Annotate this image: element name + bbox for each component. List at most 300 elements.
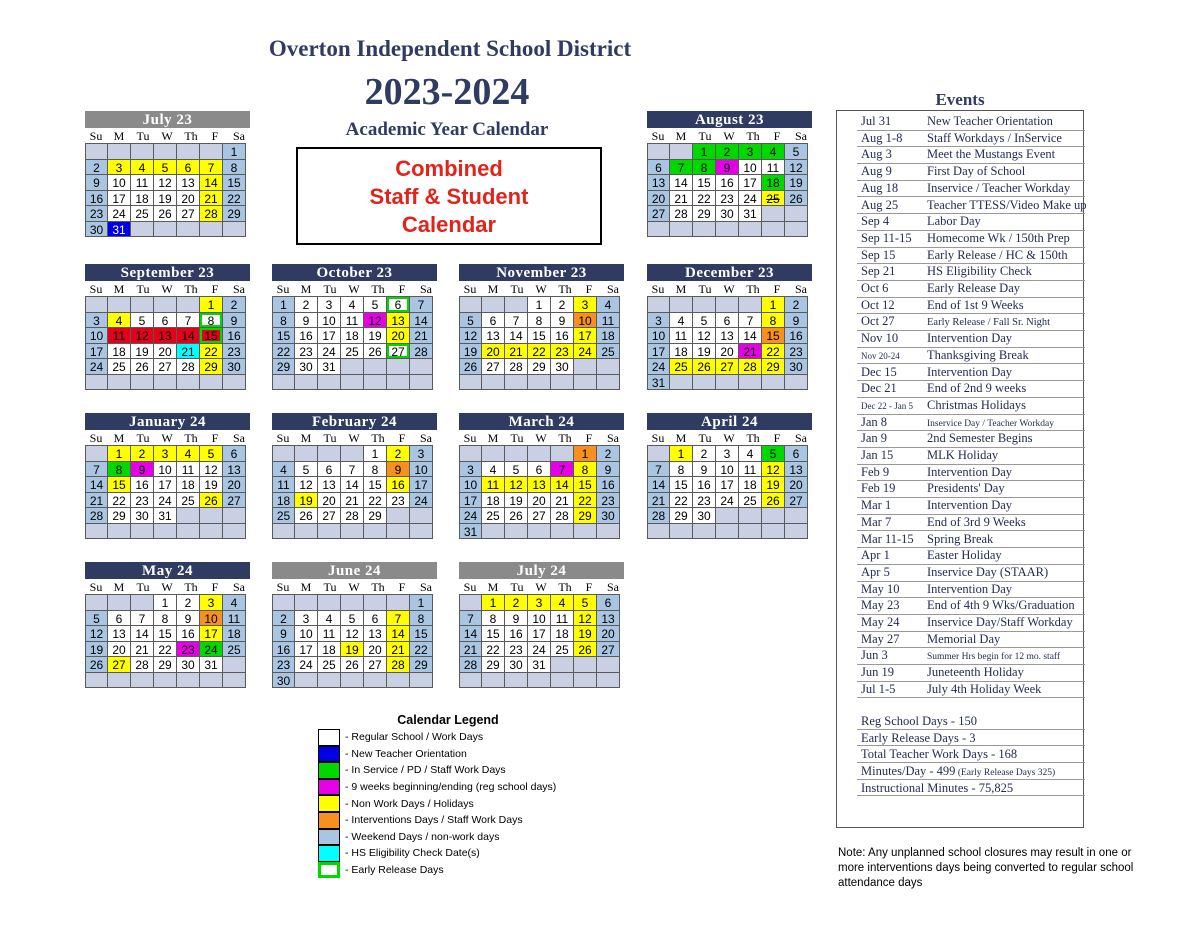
- day-cell: 23: [222, 343, 246, 360]
- day-cell: 11: [176, 461, 200, 478]
- day-cell: 5: [294, 461, 318, 478]
- empty-day-cell: [527, 374, 551, 391]
- empty-day-cell: [527, 523, 551, 540]
- event-date: Oct 27: [861, 314, 895, 329]
- day-cell: 13: [153, 327, 177, 344]
- empty-day-cell: [738, 507, 762, 524]
- weekday-label: F: [773, 431, 781, 445]
- event-date: Jul 31: [861, 114, 892, 128]
- day-cell: 28: [340, 507, 364, 524]
- day-cell: 22: [272, 343, 295, 360]
- weekday-label: Sa: [233, 129, 245, 143]
- empty-day-cell: [481, 523, 505, 540]
- day-cell: 12: [504, 476, 528, 493]
- empty-day-cell: [596, 374, 620, 391]
- event-text: Intervention Day: [927, 581, 1013, 596]
- day-cell: 24: [715, 492, 739, 509]
- day-cell: 27: [107, 656, 131, 673]
- weekday-label: M: [113, 282, 125, 296]
- day-cell: 20: [596, 625, 620, 642]
- day-cell: 2: [222, 296, 246, 313]
- day-cell: 13: [527, 476, 551, 493]
- event-text: End of 2nd 9 weeks: [927, 381, 1027, 396]
- day-cell: 24: [647, 358, 670, 375]
- weekday-label: M: [300, 431, 312, 445]
- day-cell: 9: [294, 312, 318, 329]
- weekday-label: Tu: [510, 431, 524, 445]
- empty-day-cell: [692, 221, 716, 238]
- combined-line: Calendar: [401, 212, 497, 237]
- day-cell: 3: [317, 296, 341, 313]
- day-cell: 4: [669, 312, 693, 329]
- day-cell: 12: [85, 625, 108, 642]
- weekday-label: Tu: [698, 129, 712, 143]
- month-january-24: [85, 413, 250, 539]
- weekday-label: Th: [184, 282, 198, 296]
- empty-day-cell: [550, 445, 574, 462]
- day-cell: 18: [669, 343, 693, 360]
- week-row: [85, 673, 250, 689]
- day-cell: 10: [107, 174, 131, 191]
- weekday-label: Su: [651, 431, 665, 445]
- weekday-header-row: [272, 281, 437, 297]
- day-cell: 23: [550, 343, 574, 360]
- day-cell: 26: [504, 507, 528, 524]
- day-cell: 25: [669, 358, 693, 375]
- day-cell: 20: [363, 641, 387, 658]
- event-row: [857, 197, 1085, 215]
- day-cell: 24: [738, 190, 762, 207]
- day-cell: 31: [738, 205, 762, 222]
- day-cell: 2: [130, 445, 154, 462]
- empty-day-cell: [294, 672, 318, 689]
- day-cell: 25: [596, 343, 620, 360]
- day-cell: 19: [363, 327, 387, 344]
- empty-day-cell: [107, 296, 131, 313]
- week-row: [272, 626, 437, 642]
- empty-day-cell: [130, 296, 154, 313]
- legend-label: - 9 weeks beginning/ending (reg school days): [345, 781, 557, 794]
- legend-swatch: [318, 746, 340, 763]
- day-cell: 19: [761, 476, 785, 493]
- day-cell: 5: [761, 445, 785, 462]
- weekday-label: W: [161, 580, 173, 594]
- day-cell: 1: [527, 296, 551, 313]
- day-cell: 21: [85, 492, 108, 509]
- empty-day-cell: [669, 374, 693, 391]
- empty-day-cell: [294, 523, 318, 540]
- empty-day-cell: [647, 523, 670, 540]
- month-title: March 24: [459, 413, 624, 430]
- empty-day-cell: [107, 594, 131, 611]
- empty-day-cell: [761, 507, 785, 524]
- day-cell: 6: [363, 610, 387, 627]
- event-date: Sep 11-15: [861, 230, 912, 245]
- event-row: [857, 531, 1085, 549]
- week-row: [647, 313, 812, 329]
- day-cell: 10: [199, 610, 223, 627]
- week-row: [272, 524, 437, 540]
- legend-label: - Interventions Days / Staff Work Days: [345, 814, 523, 827]
- week-row: [647, 222, 812, 238]
- day-cell: 1: [107, 445, 131, 462]
- day-cell: 13: [176, 174, 200, 191]
- day-cell: 12: [294, 476, 318, 493]
- event-text: 2nd Semester Begins: [927, 431, 1033, 446]
- weekday-label: Th: [746, 431, 760, 445]
- event-row: [857, 146, 1085, 164]
- empty-day-cell: [596, 656, 620, 673]
- event-text: Labor Day: [927, 214, 981, 229]
- day-cell: 21: [386, 641, 410, 658]
- day-cell: 10: [527, 610, 551, 627]
- weekday-label: Tu: [136, 431, 150, 445]
- empty-day-cell: [761, 221, 785, 238]
- empty-day-cell: [272, 374, 295, 391]
- day-cell: 19: [573, 625, 597, 642]
- day-cell: 25: [222, 641, 246, 658]
- weekday-label: Su: [89, 129, 103, 143]
- weekday-label: F: [398, 580, 406, 594]
- event-row: [857, 364, 1085, 382]
- month-title: August 23: [647, 111, 812, 128]
- day-cell: 1: [222, 143, 246, 160]
- events-title: Events: [935, 90, 985, 109]
- day-cell: 6: [784, 445, 808, 462]
- day-cell: 7: [738, 312, 762, 329]
- day-cell: 23: [294, 343, 318, 360]
- day-cell: 25: [340, 343, 364, 360]
- empty-day-cell: [527, 445, 551, 462]
- event-text: Teacher TTESS/Video Make up: [927, 197, 1087, 212]
- day-cell: 24: [527, 641, 551, 658]
- empty-day-cell: [222, 523, 246, 540]
- week-row: [85, 344, 250, 360]
- day-cell: 16: [550, 327, 574, 344]
- day-cell: 16: [222, 327, 246, 344]
- event-row: [857, 163, 1085, 181]
- event-text: Intervention Day: [927, 464, 1013, 479]
- empty-day-cell: [176, 143, 200, 160]
- day-cell: 21: [669, 190, 693, 207]
- day-cell: 8: [363, 461, 387, 478]
- event-date: May 10: [861, 581, 900, 596]
- day-cell: 20: [107, 641, 131, 658]
- day-cell: 3: [153, 445, 177, 462]
- empty-day-cell: [130, 143, 154, 160]
- empty-day-cell: [647, 221, 670, 238]
- weekday-label: Th: [184, 580, 198, 594]
- empty-day-cell: [340, 374, 364, 391]
- day-cell: 7: [409, 296, 433, 313]
- day-cell: 25: [107, 358, 131, 375]
- stat-row: [857, 763, 1085, 780]
- empty-day-cell: [504, 296, 528, 313]
- empty-day-cell: [222, 374, 246, 391]
- empty-day-cell: [153, 672, 177, 689]
- empty-day-cell: [222, 221, 246, 238]
- day-cell: 28: [409, 343, 433, 360]
- day-cell: 17: [459, 492, 482, 509]
- week-row: [272, 595, 437, 611]
- empty-day-cell: [409, 523, 433, 540]
- day-cell: 15: [481, 625, 505, 642]
- day-cell: 1: [409, 594, 433, 611]
- weekday-label: Th: [558, 282, 572, 296]
- day-cell: 10: [715, 461, 739, 478]
- event-row: [857, 497, 1085, 515]
- empty-day-cell: [317, 374, 341, 391]
- day-cell: 9: [715, 159, 739, 176]
- month-title: January 24: [85, 413, 250, 430]
- empty-day-cell: [459, 594, 482, 611]
- day-cell: 21: [340, 492, 364, 509]
- weekday-label: F: [585, 431, 593, 445]
- weekday-label: Su: [276, 580, 290, 594]
- weekday-label: M: [113, 431, 125, 445]
- day-cell: 5: [153, 159, 177, 176]
- empty-day-cell: [761, 205, 785, 222]
- week-row: [647, 462, 812, 478]
- event-date: Jan 15: [861, 448, 894, 462]
- day-cell: 18: [130, 190, 154, 207]
- event-text: Christmas Holidays: [927, 397, 1026, 412]
- weekday-label: Tu: [698, 282, 712, 296]
- day-cell: 8: [199, 312, 223, 329]
- event-text: Early Release / HC & 150th: [927, 247, 1068, 262]
- day-cell: 20: [784, 476, 808, 493]
- day-cell: 7: [504, 312, 528, 329]
- day-cell: 16: [272, 641, 295, 658]
- empty-day-cell: [692, 374, 716, 391]
- day-cell: 26: [130, 358, 154, 375]
- day-cell: 2: [692, 445, 716, 462]
- legend-swatch: [318, 729, 340, 746]
- weekday-label: M: [675, 431, 687, 445]
- event-row: [857, 347, 1085, 365]
- day-cell: 9: [222, 312, 246, 329]
- weekday-label: Sa: [607, 431, 619, 445]
- day-cell: 2: [715, 143, 739, 160]
- weekday-label: M: [300, 580, 312, 594]
- day-cell: 5: [363, 296, 387, 313]
- day-cell: 14: [199, 174, 223, 191]
- month-june-24: [272, 562, 437, 688]
- day-cell: 14: [738, 327, 762, 344]
- week-row: [85, 359, 250, 375]
- day-cell: 12: [199, 461, 223, 478]
- day-cell: 11: [222, 610, 246, 627]
- day-cell: 23: [596, 492, 620, 509]
- month-title: December 23: [647, 264, 812, 281]
- week-row: [459, 595, 624, 611]
- empty-day-cell: [573, 523, 597, 540]
- weekday-label: W: [723, 129, 735, 143]
- empty-day-cell: [596, 672, 620, 689]
- empty-day-cell: [317, 672, 341, 689]
- day-cell: 27: [222, 492, 246, 509]
- day-cell: 5: [504, 461, 528, 478]
- day-cell: 18: [550, 625, 574, 642]
- day-cell: 7: [85, 461, 108, 478]
- day-cell: 2: [784, 296, 808, 313]
- empty-day-cell: [363, 672, 387, 689]
- day-cell: 12: [363, 312, 387, 329]
- weekday-label: Tu: [510, 580, 524, 594]
- week-row: [459, 344, 624, 360]
- empty-day-cell: [363, 374, 387, 391]
- day-cell: 11: [669, 327, 693, 344]
- day-cell: 13: [363, 625, 387, 642]
- day-cell: 29: [153, 656, 177, 673]
- day-cell: 2: [386, 445, 410, 462]
- event-row: [857, 380, 1085, 398]
- weekday-header-row: [459, 579, 624, 595]
- day-cell: 30: [130, 507, 154, 524]
- empty-day-cell: [409, 507, 433, 524]
- stat-text: Total Teacher Work Days - 168: [861, 747, 1018, 762]
- day-cell: 10: [738, 159, 762, 176]
- weekday-label: Sa: [233, 431, 245, 445]
- weekday-label: W: [723, 282, 735, 296]
- week-row: [647, 297, 812, 313]
- day-cell: 9: [176, 610, 200, 627]
- calendar-subtitle: Academic Year Calendar: [345, 119, 549, 140]
- weekday-label: Sa: [420, 431, 432, 445]
- day-cell: 25: [481, 507, 505, 524]
- day-cell: 10: [294, 625, 318, 642]
- day-cell: 19: [153, 190, 177, 207]
- week-row: [459, 493, 624, 509]
- event-date: Aug 25: [861, 197, 899, 212]
- weekday-header-row: [647, 281, 812, 297]
- day-cell: 30: [272, 672, 295, 689]
- day-cell: 28: [550, 507, 574, 524]
- empty-day-cell: [153, 143, 177, 160]
- week-row: [647, 477, 812, 493]
- day-cell: 22: [409, 641, 433, 658]
- day-cell: 31: [153, 507, 177, 524]
- day-cell: 9: [272, 625, 295, 642]
- day-cell: 21: [504, 343, 528, 360]
- week-row: [85, 657, 250, 673]
- weekday-header-row: [85, 579, 250, 595]
- day-cell: 14: [386, 625, 410, 642]
- empty-day-cell: [715, 296, 739, 313]
- day-cell: 1: [481, 594, 505, 611]
- day-cell: 24: [294, 656, 318, 673]
- day-cell: 18: [107, 343, 131, 360]
- day-cell: 6: [153, 312, 177, 329]
- day-cell: 11: [272, 476, 295, 493]
- week-row: [85, 524, 250, 540]
- day-cell: 17: [317, 327, 341, 344]
- weekday-header-row: [647, 430, 812, 446]
- event-text: Inservice Day (STAAR): [927, 564, 1049, 579]
- day-cell: 20: [386, 327, 410, 344]
- event-text: MLK Holiday: [927, 448, 999, 462]
- day-cell: 17: [107, 190, 131, 207]
- stat-row: [857, 780, 1085, 797]
- day-cell: 14: [669, 174, 693, 191]
- week-row: [85, 160, 250, 176]
- day-cell: 12: [153, 174, 177, 191]
- weekday-header-row: [459, 430, 624, 446]
- weekday-label: M: [113, 580, 125, 594]
- legend-label: - In Service / PD / Staff Work Days: [345, 764, 506, 777]
- day-cell: 5: [85, 610, 108, 627]
- day-cell: 3: [85, 312, 108, 329]
- empty-day-cell: [199, 672, 223, 689]
- week-row: [459, 673, 624, 689]
- event-row: [857, 414, 1085, 432]
- day-cell: 16: [85, 190, 108, 207]
- stat-row: [857, 713, 1085, 730]
- weekday-label: Sa: [420, 580, 432, 594]
- day-cell: 24: [573, 343, 597, 360]
- empty-day-cell: [340, 523, 364, 540]
- day-cell: 23: [386, 492, 410, 509]
- event-row: [857, 297, 1085, 315]
- weekday-header-row: [85, 281, 250, 297]
- week-row: [85, 595, 250, 611]
- day-cell: 19: [85, 641, 108, 658]
- day-cell: 2: [85, 159, 108, 176]
- day-cell: 30: [176, 656, 200, 673]
- day-cell: 1: [363, 445, 387, 462]
- week-row: [272, 328, 437, 344]
- weekday-header-row: [459, 281, 624, 297]
- day-cell: 28: [130, 656, 154, 673]
- day-cell: 14: [504, 327, 528, 344]
- month-title: April 24: [647, 413, 812, 430]
- day-cell: 10: [647, 327, 670, 344]
- weekday-label: Su: [463, 580, 477, 594]
- district-name: Overton Independent School District: [268, 36, 632, 61]
- week-row: [272, 446, 437, 462]
- day-cell: 4: [222, 594, 246, 611]
- weekday-label: Sa: [607, 580, 619, 594]
- day-cell: 28: [386, 656, 410, 673]
- day-cell: 27: [527, 507, 551, 524]
- event-row: [857, 330, 1085, 348]
- weekday-label: Th: [371, 282, 385, 296]
- event-text: Early Release / Fall Sr. Night: [927, 317, 1051, 329]
- weekday-label: W: [348, 431, 360, 445]
- legend-item: [318, 795, 474, 812]
- week-row: [272, 508, 437, 524]
- empty-day-cell: [176, 296, 200, 313]
- day-cell: 26: [692, 358, 716, 375]
- day-cell: 20: [317, 492, 341, 509]
- empty-day-cell: [176, 374, 200, 391]
- day-cell: 19: [784, 174, 808, 191]
- month-september-23: [85, 264, 250, 390]
- day-cell: 20: [481, 343, 505, 360]
- day-cell: 4: [481, 461, 505, 478]
- day-cell: 4: [107, 312, 131, 329]
- empty-day-cell: [738, 296, 762, 313]
- day-cell: 9: [784, 312, 808, 329]
- event-date: Apr 1: [861, 548, 890, 563]
- event-row: [857, 480, 1085, 498]
- day-cell: 17: [409, 476, 433, 493]
- day-cell: 6: [317, 461, 341, 478]
- legend-label: - New Teacher Orientation: [345, 747, 467, 760]
- month-october-23: [272, 264, 437, 390]
- event-row: [857, 213, 1085, 231]
- day-cell: 17: [294, 641, 318, 658]
